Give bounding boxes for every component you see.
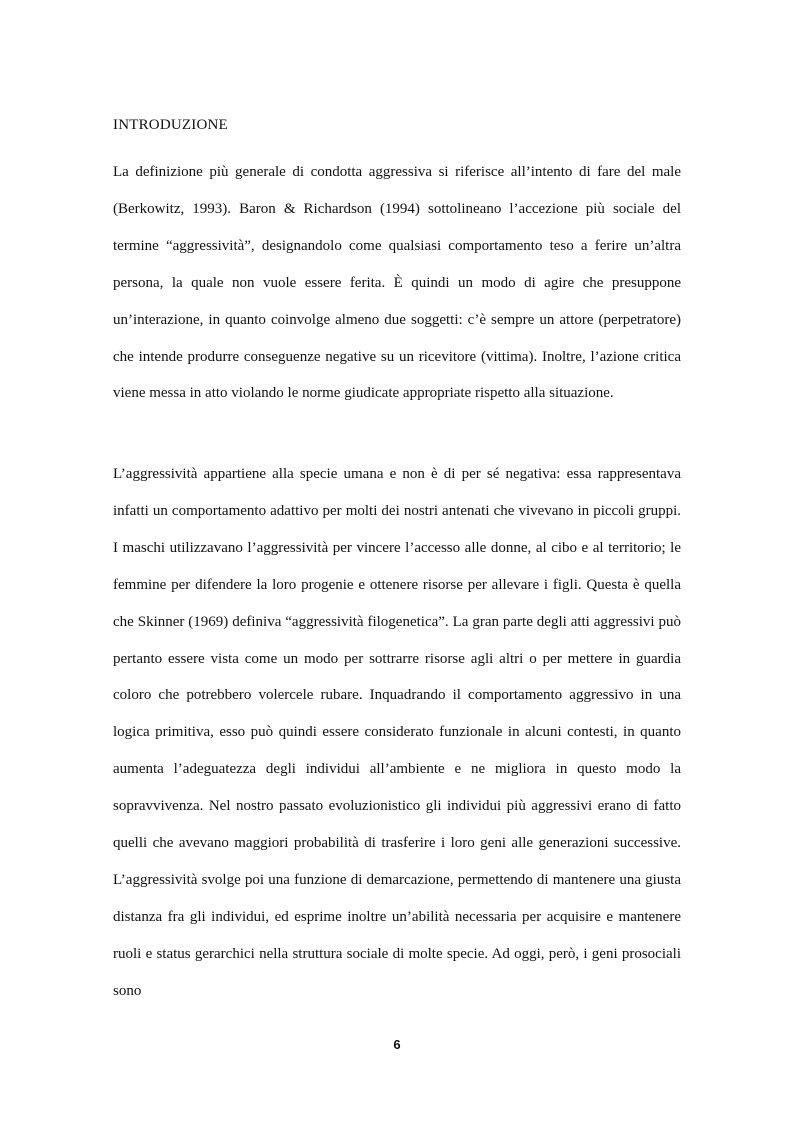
paragraph-aggressiveness: L’aggressività appartiene alla specie umana e non è di per sé negativa: essa rappresentava infatti un comportamento adattivo per molti dei nostri antenati che vivevano in piccoli gruppi. I maschi utilizzavano l’aggressività per vincere l’accesso alle donne, al cibo e al territorio; le femmine per difendere la loro progenie e ottenere risorse per allevare i figli. Questa è quella che Skinner (1969) definiva “aggressività filogenetica”. La gran parte degli atti aggressivi può pertanto essere vista come un modo per sottrarre risorse agli altri o per mettere in guardia coloro che potrebbero volercele rubare. Inquadrando il comportamento aggressivo in una logica primitiva, esso può quindi essere considerato funzionale in alcuni contesti, in quanto aumenta l’adeguatezza degli individui all’ambiente e ne migliora in questo modo la sopravvivenza. Nel nostro passato evoluzionistico gli individui più aggressivi erano di fatto quelli che avevano maggiori probabilità di trasferire i loro geni alle generazioni successive. L’aggressività svolge poi una funzione di demarcazione, permettendo di mantenere una giusta distanza fra gli individui, ed esprime inoltre un’abilità necessaria per acquisire e mantenere ruoli e status gerarchici nella struttura sociale di molte specie. Ad oggi, però, i geni prosociali sono — [113, 466, 681, 999]
section-heading: INTRODUZIONE — [113, 117, 228, 133]
page-number: 6 — [393, 1037, 401, 1052]
paragraph-definition: La definizione più generale di condotta aggressiva si riferisce all’intento di fare del male (Berkowitz, 1993). Baron & Richardson (1994) sottolineano l’accezione più sociale del termine “aggressività”, designandolo come qualsiasi comportamento teso a ferire un’altra persona, la quale non vuole essere ferita. È quindi un modo di agire che presuppone un’interazione, in quanto coinvolge almeno due soggetti: c’è sempre un attore (perpetratore) che intende produrre conseguenze negative su un ricevitore (vittima). Inoltre, l’azione critica viene messa in atto violando le norme giudicate appropriate rispetto alla situazione. — [113, 164, 681, 402]
